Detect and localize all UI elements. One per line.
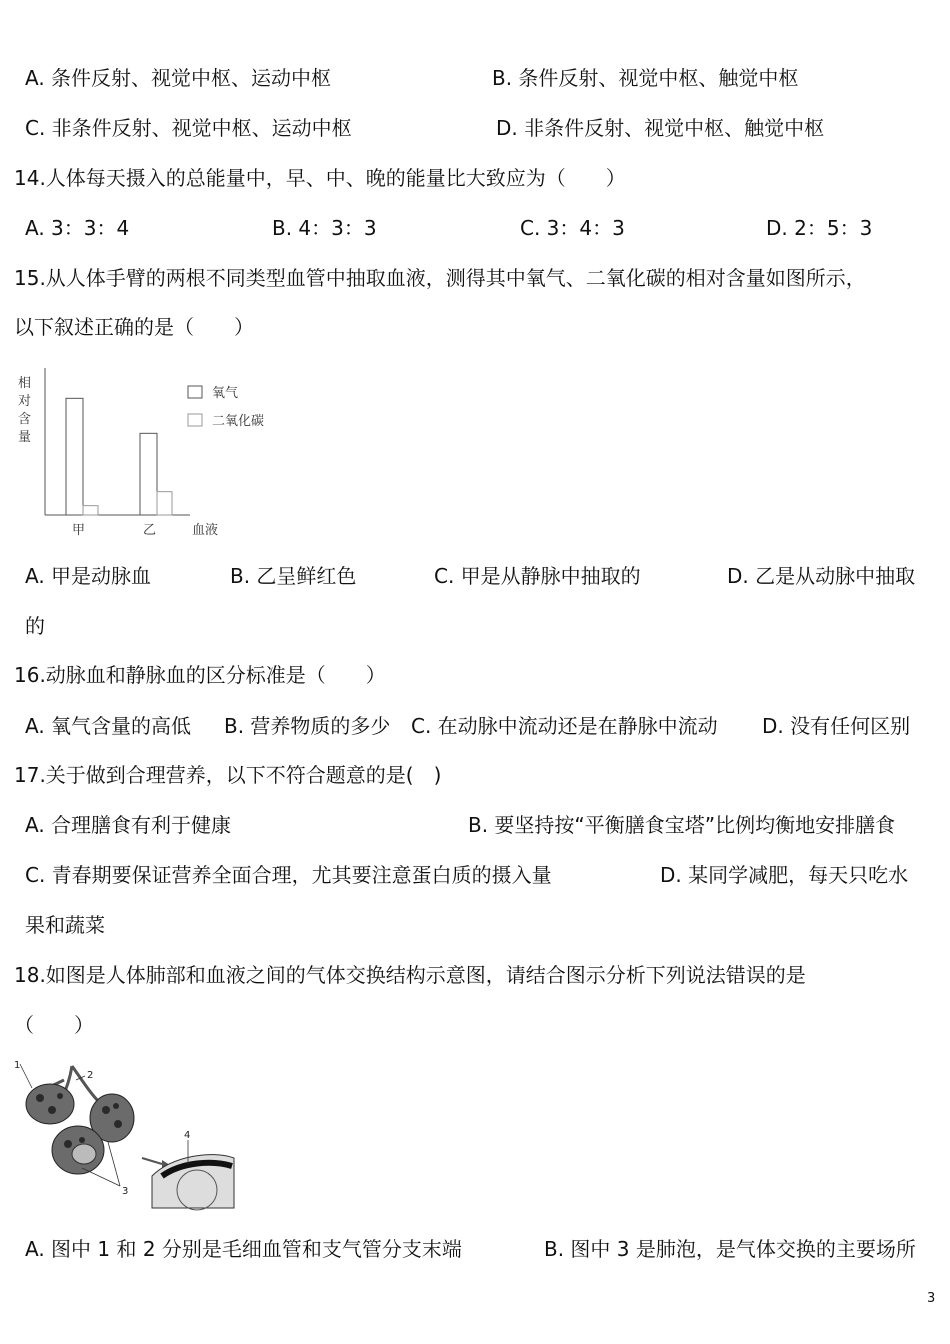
q15-stem-line1: 15.从人体手臂的两根不同类型血管中抽取血液，测得其中氧气、二氧化碳的相对含量如图所示， — [14, 266, 866, 290]
legend-label-oxygen: 氧气 — [212, 386, 239, 401]
q15-option-c: C. 甲是从静脉中抽取的 — [434, 564, 641, 588]
chart-ylabel-2: 对 — [18, 394, 32, 409]
q15-option-d-continued: 的 — [25, 614, 45, 638]
bar-0-1 — [83, 506, 98, 515]
q18-stem-line2: （ ） — [14, 1013, 94, 1037]
q17-option-d: D. 某同学减肥，每天只吃水 — [660, 863, 909, 887]
chart-ylabel-1: 相 — [18, 376, 32, 391]
q17-stem: 17.关于做到合理营养，以下不符合题意的是( ) — [14, 763, 442, 787]
q15-option-b: B. 乙呈鲜红色 — [230, 564, 357, 588]
q16-stem: 16.动脉血和静脉血的区分标准是（ ） — [14, 663, 386, 687]
q17-option-b: B. 要坚持按“平衡膳食宝塔”比例均衡地安排膳食 — [468, 813, 896, 837]
page-number: 3 — [927, 1291, 936, 1306]
q13-option-a: A. 条件反射、视觉中枢、运动中枢 — [25, 66, 332, 90]
legend-swatch-oxygen — [188, 386, 202, 398]
legend-swatch-co2 — [188, 414, 202, 426]
bar-0-0 — [66, 398, 83, 515]
q13-option-c: C. 非条件反射、视觉中枢、运动中枢 — [25, 116, 352, 140]
bar-1-1 — [157, 492, 172, 515]
q14-option-b: B. 4：3：3 — [272, 216, 377, 240]
legend-label-co2: 二氧化碳 — [212, 414, 265, 429]
fig-label-4: 4 — [184, 1130, 191, 1141]
bar-1-0 — [140, 433, 157, 515]
q13-option-d: D. 非条件反射、视觉中枢、触觉中枢 — [496, 116, 825, 140]
q16-option-c: C. 在动脉中流动还是在静脉中流动 — [411, 714, 718, 738]
q16-option-d: D. 没有任何区别 — [762, 714, 911, 738]
q13-option-b: B. 条件反射、视觉中枢、触觉中枢 — [492, 66, 799, 90]
q15-stem-line2: 以下叙述正确的是（ ） — [14, 315, 254, 339]
fig-label-2: 2 — [87, 1070, 94, 1081]
chart-xlabel: 血液 — [192, 523, 219, 538]
q14-option-c: C. 3：4：3 — [520, 216, 625, 240]
q17-option-a: A. 合理膳食有利于健康 — [25, 813, 232, 837]
q14-option-a: A. 3：3：4 — [25, 216, 130, 240]
chart-ylabel-3: 含 — [18, 412, 32, 427]
q14-stem: 14.人体每天摄入的总能量中，早、中、晚的能量比大致应为（ ） — [14, 166, 626, 190]
q15-option-d: D. 乙是从动脉中抽取 — [727, 564, 916, 588]
q16-option-a: A. 氧气含量的高低 — [25, 714, 192, 738]
q18-option-b: B. 图中 3 是肺泡，是气体交换的主要场所 — [544, 1237, 916, 1261]
lung-alveoli-figure — [12, 1058, 240, 1218]
q15-bar-chart — [10, 360, 310, 545]
q15-option-a: A. 甲是动脉血 — [25, 564, 152, 588]
chart-category-yi: 乙 — [143, 523, 157, 538]
fig-label-1: 1 — [14, 1060, 21, 1071]
q17-option-c: C. 青春期要保证营养全面合理，尤其要注意蛋白质的摄入量 — [25, 863, 552, 887]
q18-stem: 18.如图是人体肺部和血液之间的气体交换结构示意图，请结合图示分析下列说法错误的是 — [14, 963, 806, 987]
q18-option-a: A. 图中 1 和 2 分别是毛细血管和支气管分支末端 — [25, 1237, 462, 1261]
q17-option-d-continued: 果和蔬菜 — [25, 913, 105, 937]
q16-option-b: B. 营养物质的多少 — [224, 714, 391, 738]
fig-label-3: 3 — [122, 1186, 129, 1197]
chart-category-jia: 甲 — [72, 523, 86, 538]
chart-ylabel-4: 量 — [18, 430, 32, 445]
q14-option-d: D. 2：5：3 — [766, 216, 873, 240]
